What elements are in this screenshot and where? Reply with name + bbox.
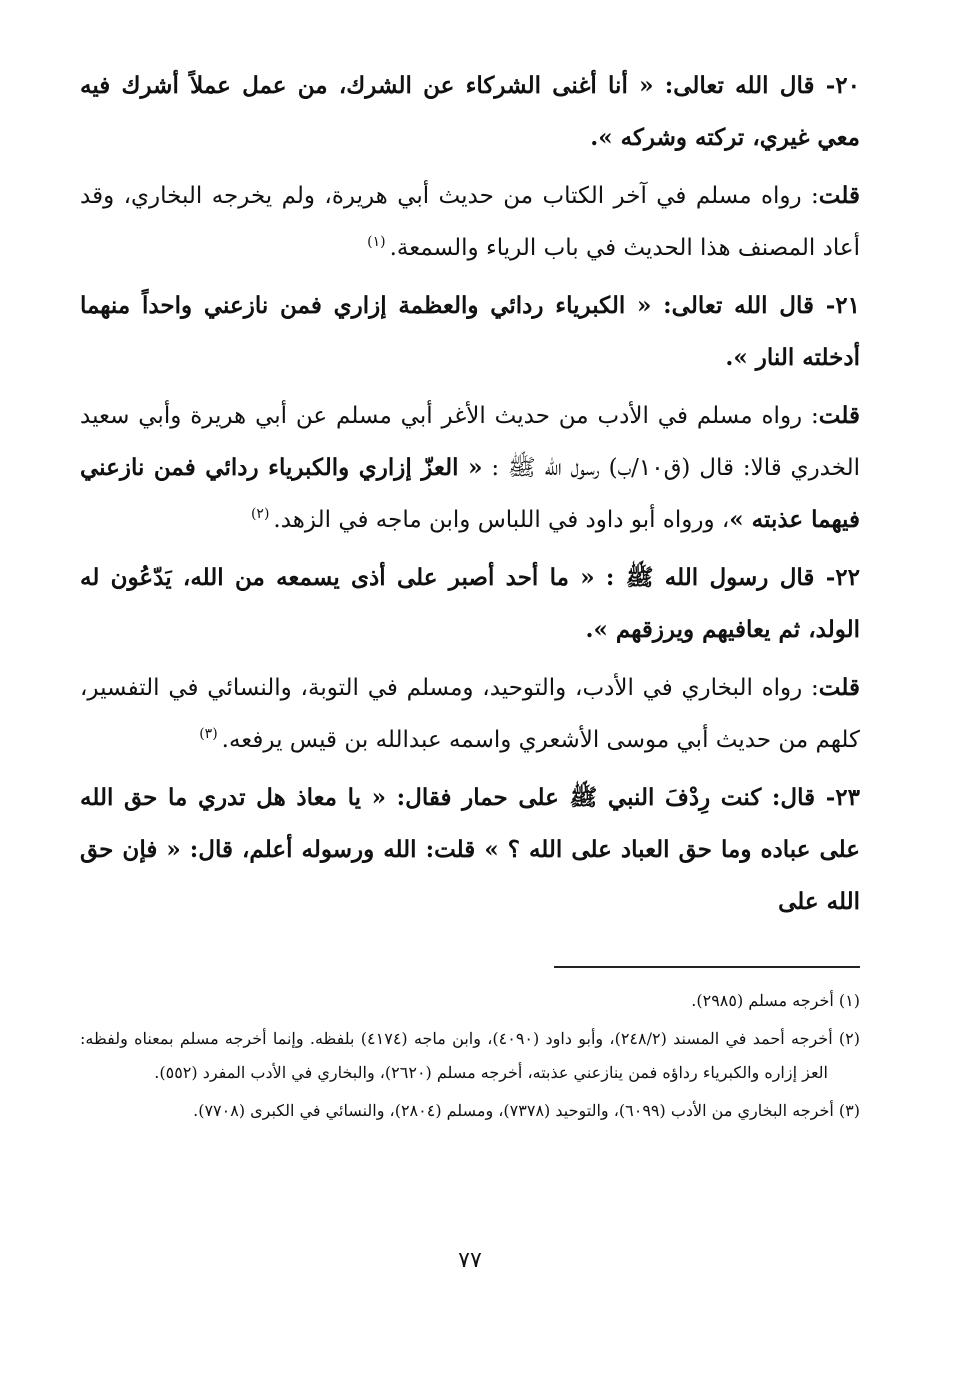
commentary-20 — [80, 170, 860, 274]
commentary-lead: قلت — [818, 402, 860, 429]
page-number: ٧٧ — [458, 1248, 482, 1273]
book-page — [80, 60, 860, 1370]
footnote-ref-3: (٣) — [199, 726, 218, 743]
commentary-lead: قلت — [818, 674, 860, 701]
footnote-3: (٣) أخرجه البخاري من الأدب (٦٠٩٩)، والتوحيد (٧٣٧٨)، ومسلم (٢٨٠٤)، والنسائي في الكبرى (٧٧٠٨). — [193, 1101, 860, 1120]
hadith-21: ٢١- قال الله تعالى: « الكبرياء ردائي والعظمة إزاري فمن نازعني واحداً منهما أدخلته النار ». — [80, 292, 860, 371]
footnote-2: (٢) أخرجه أحمد في المسند (٢٤٨/٢)، وأبو داود (٤٠٩٠)، وابن ماجه (٤١٧٤) بلفظه. وإنما أخرجه مسلم بمعناه ولفظه: العز إزاره والكبرياء رداؤه فمن ينازعني عذبته، أخرجه مسلم (٢٦٢٠)، والبخاري في الأدب المفرد (٥٥٢). — [80, 1029, 861, 1082]
footnote-1: (١) أخرجه مسلم (٢٩٨٥). — [691, 991, 860, 1010]
commentary-lead: قلت — [818, 182, 860, 209]
hadith-20: ٢٠- قال الله تعالى: « أنا أغنى الشركاء عن الشرك، من عمل عملاً أشرك فيه معي غيري، تركته وشركه ». — [80, 72, 860, 151]
commentary-text: : رواه البخاري في الأدب، والتوحيد، ومسلم في التوبة، والنسائي في التفسير، كلهم من حديث أبي موسى الأشعري واسمه عبدالله بن قيس يرفعه. — [80, 675, 860, 753]
footnote-separator — [554, 966, 860, 968]
footnote-ref-1: (١) — [367, 234, 386, 251]
commentary-tail: ، ورواه أبو داود في اللباس وابن ماجه في الزهد. — [273, 507, 730, 533]
quoted-hadith: « العزّ إزاري والكبرياء ردائي فمن نازعني فيهما عذبته » — [80, 454, 860, 533]
hadith-22: ٢٢- قال رسول الله ﷺ : « ما أحد أصبر على أذى يسمعه من الله، يَدّعُون له الولد، ثم يعافيهم ويرزقهم ». — [80, 564, 860, 643]
footnotes — [80, 984, 860, 1132]
commentary-text: : رواه مسلم في الأدب من حديث الأغر أبي مسلم عن أبي هريرة وأبي سعيد الخدري قالا: قال (ق١٠/ب) رسول الله ﷺ : — [80, 403, 860, 481]
commentary-text: : رواه مسلم في آخر الكتاب من حديث أبي هريرة، ولم يخرجه البخاري، وقد أعاد المصنف هذا الحديث في باب الرياء والسمعة. — [80, 183, 860, 261]
footnote-ref-2: (٢) — [250, 506, 270, 523]
commentary-22 — [80, 662, 860, 766]
hadith-23: ٢٣- قال: كنت رِدْفَ النبي ﷺ على حمار فقال: « يا معاذ هل تدري ما حق الله على عباده وما حق العباد على الله ؟ » قلت: الله ورسوله أعلم، قال: « فإن حق الله على — [80, 784, 860, 915]
commentary-21 — [80, 390, 860, 546]
